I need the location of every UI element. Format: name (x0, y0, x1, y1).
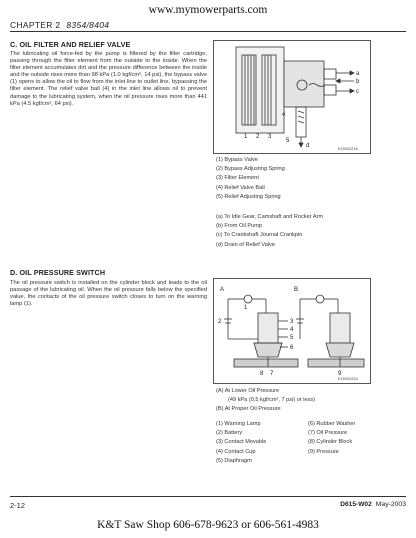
list-item: (b) From Oil Pump (216, 223, 262, 230)
callout-2: 2 (256, 134, 260, 140)
list-item: (1) Bypass Valve (216, 157, 258, 163)
callout-6: 6 (290, 345, 294, 351)
list-item: (2) Bypass Adjusting Spring (216, 166, 285, 173)
oil-filter-figure (213, 40, 371, 154)
list-item: (5) Relief Adjusting Spring (216, 193, 281, 200)
section-d-parts-list (216, 421, 355, 467)
header-rule (10, 31, 406, 32)
callout-3: 3 (290, 319, 294, 325)
section-d-text: The oil pressure switch is installed on the cylinder block and leads to the oil passage of the lubricating oil. When the oil pressure falls below the specified value, the contacts of the oil pressure switch closes to turn on the warning lamp (1). (10, 280, 207, 308)
callout-4: 4 (282, 112, 286, 118)
section-c-parts-list (216, 157, 285, 203)
table-row (216, 430, 355, 439)
callout-5: 5 (286, 138, 290, 144)
list-item: (B) At Proper Oil Pressure (216, 406, 281, 413)
figure-id: E1500221A (338, 147, 358, 151)
section-c-title: C. OIL FILTER AND RELIEF VALVE (10, 40, 131, 49)
table-row (216, 439, 355, 448)
figure-id: E1500222A (338, 377, 358, 381)
shop-banner: K&T Saw Shop 606-678-9623 or 606-561-4983 (97, 519, 319, 531)
callout-3: 3 (268, 134, 272, 140)
list-item: (5) Diaphragm (216, 457, 252, 464)
section-d-title: D. OIL PRESSURE SWITCH (10, 268, 106, 277)
callout-B: B (294, 287, 299, 293)
doc-date: May-2003 (375, 501, 406, 508)
chapter-label: CHAPTER 2 (10, 20, 61, 30)
callout-2: 2 (218, 319, 222, 325)
list-item: (c) To Crankshaft Journal Crankpin (216, 232, 303, 239)
oil-pressure-switch-figure (213, 278, 371, 384)
callout-1: 1 (244, 305, 248, 311)
callout-a: a (356, 71, 360, 77)
callout-A: A (220, 287, 225, 293)
callout-c: c (356, 89, 359, 95)
model-label: 8354/8404 (66, 20, 110, 30)
callout-8: 8 (260, 371, 264, 377)
doc-id: D615-W02 (340, 501, 372, 508)
table-row (216, 458, 355, 467)
footer-rule (10, 496, 406, 497)
list-item: (A) At Lower Oil Pressure (216, 388, 280, 394)
callout-7: 7 (270, 371, 274, 377)
section-c-flow-list (216, 214, 323, 251)
section-c-text: The lubricating oil force-fed by the pump is filtered by the filter cartridge, passing through the filter element from the outside to the inside. When the filter element accumulates dirt and the pressure difference between the inside and the outside rises more than 98 kPa (1.0 kgf/cm², 14 psi), the bypass valve (1) opens to allow the oil to flow from the inlet line to outlet line, bypassing the filter element. The relief valve ball (4) in the inlet line allows oil to prevent damage to the lubricating system, when the oil pressure rises more than 441 kPa (4.5 kgf/cm², 64 psi). (10, 51, 207, 107)
list-item: (8) Cylinder Block (308, 439, 353, 446)
list-item: (4) Relief Valve Ball (216, 184, 265, 191)
section-d-states-list (216, 388, 315, 416)
list-item: (2) Battery (216, 430, 243, 437)
table-row (216, 449, 355, 458)
table-row (216, 421, 355, 430)
list-item: (49 kPa (0,5 kgf/cm², 7 psi) or less) (228, 397, 316, 404)
callout-5: 5 (290, 335, 294, 341)
callout-1: 1 (244, 134, 248, 140)
list-item: (4) Contact Cup (216, 448, 256, 455)
list-item: (d) Drain of Relief Valve (216, 241, 275, 248)
callout-9: 9 (338, 371, 342, 377)
list-item: (9) Pressure (308, 448, 339, 455)
callout-4: 4 (290, 327, 294, 333)
site-url[interactable]: www.mymowerparts.com (148, 4, 268, 16)
list-item: (1) Warning Lamp (216, 421, 261, 427)
callout-b: b (356, 79, 360, 85)
list-item: (a) To Idle Gear, Camshaft and Rocker Arm (216, 214, 324, 220)
doc-code (340, 501, 406, 508)
list-item: (3) Contact Movable (216, 439, 267, 446)
list-item: (7) Oil Pressure (308, 430, 348, 437)
chapter-heading (10, 20, 109, 30)
list-item: (3) Filter Element (216, 175, 259, 182)
page-number: 2-12 (10, 501, 26, 510)
callout-d: d (306, 143, 310, 149)
list-item: (6) Rubber Washer (308, 421, 356, 427)
